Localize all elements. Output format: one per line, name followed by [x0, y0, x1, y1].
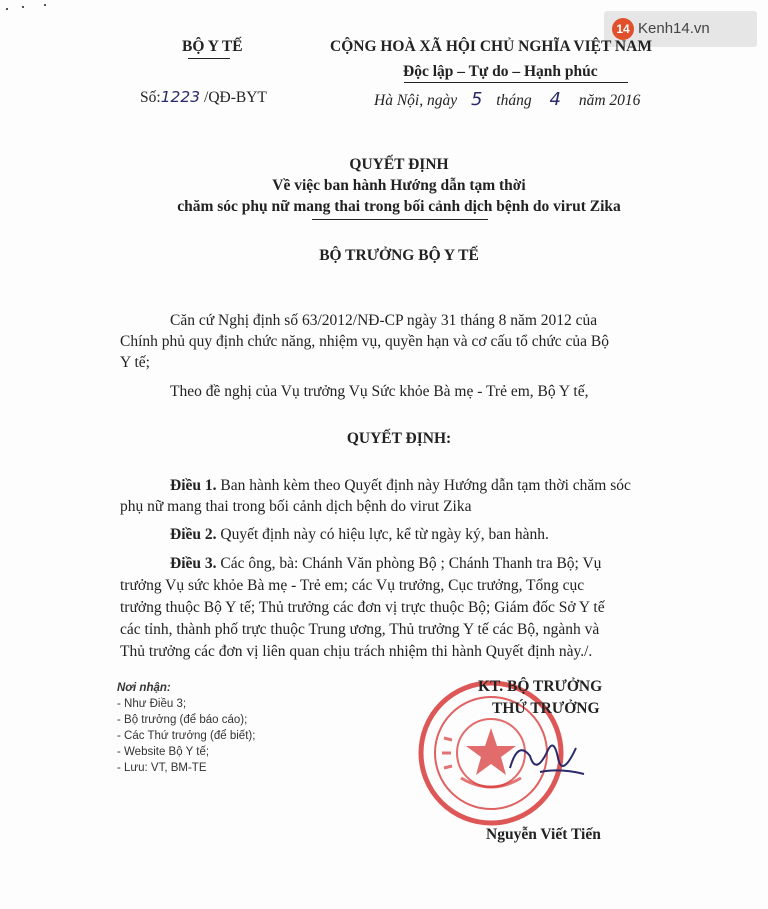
- article-2-label: Điều 2.: [170, 526, 217, 543]
- recipient-item: - Bộ trưởng (để báo cáo);: [117, 714, 248, 726]
- scan-speck: [22, 6, 24, 8]
- signature-title-1: KT. BỘ TRƯỞNG: [478, 678, 603, 695]
- article-3-label: Điều 3.: [170, 555, 217, 572]
- article-3-line1: [170, 553, 601, 574]
- article-3-line2: trưởng Vụ sức khỏe Bà mẹ - Trẻ em; các Vụ trưởng, Cục trưởng, Tổng cục: [120, 577, 585, 594]
- decision-subject-line1: Về việc ban hành Hướng dẫn tạm thời: [272, 177, 526, 194]
- signature-title-2: THỨ TRƯỞNG: [492, 700, 600, 717]
- watermark-site: Kenh14.vn: [638, 20, 710, 37]
- title-underline: [312, 219, 488, 220]
- month-handwritten: 4: [549, 89, 561, 110]
- scan-speck: [6, 8, 8, 10]
- document-number: [140, 87, 267, 108]
- number-suffix: /QĐ-BYT: [204, 89, 267, 106]
- recipient-item: - Website Bộ Y tế;: [117, 746, 210, 758]
- scan-speck: [44, 4, 46, 6]
- place-date: [374, 89, 640, 111]
- recipients-heading: Nơi nhận:: [117, 682, 171, 694]
- motto: Độc lập – Tự do – Hạnh phúc: [403, 63, 598, 80]
- motto-underline: [404, 82, 628, 83]
- ministry-name: BỘ Y TẾ: [182, 38, 243, 55]
- month-label: tháng: [496, 92, 532, 109]
- article-1-line1: [170, 475, 631, 496]
- signatory-name: Nguyễn Viết Tiến: [486, 826, 601, 843]
- decision-subject-line2: chăm sóc phụ nữ mang thai trong bối cảnh dịch bệnh do virut Zika: [177, 198, 621, 215]
- recipient-item: - Lưu: VT, BM-TE: [117, 762, 207, 774]
- date-prefix: Hà Nội, ngày: [374, 92, 458, 109]
- article-3-line3: trưởng thuộc Bộ Y tế; Thủ trưởng các đơn vị trực thuộc Bộ; Giám đốc Sở Y tế: [120, 599, 605, 616]
- year-text: năm 2016: [578, 92, 641, 109]
- ministry-underline: [188, 58, 230, 59]
- number-prefix: Số:: [140, 89, 161, 106]
- watermark-badge: 14: [612, 18, 634, 40]
- article-3-text: Các ông, bà: Chánh Văn phòng Bộ ; Chánh Thanh tra Bộ; Vụ: [216, 555, 602, 572]
- decision-heading: QUYẾT ĐỊNH:: [346, 430, 452, 447]
- nation-name: CỘNG HOÀ XÃ HỘI CHỦ NGHĨA VIỆT NAM: [330, 38, 652, 55]
- recipient-item: - Như Điều 3;: [117, 698, 187, 710]
- article-2: [170, 524, 549, 545]
- preamble-line1: Căn cứ Nghị định số 63/2012/NĐ-CP ngày 31 tháng 8 năm 2012 của: [170, 312, 598, 329]
- article-3-line5: Thủ trưởng các đơn vị liên quan chịu trách nhiệm thi hành Quyết định này./.: [120, 643, 593, 660]
- recipient-item: - Các Thứ trưởng (để biết);: [117, 730, 256, 742]
- preamble-proposal: Theo đề nghị của Vụ trưởng Vụ Sức khỏe Bà mẹ - Trẻ em, Bộ Y tế,: [170, 383, 589, 400]
- article-3-line4: các tỉnh, thành phố trực thuộc Trung ương, Thủ trưởng Y tế các Bộ, ngành và: [120, 621, 600, 638]
- article-1-label: Điều 1.: [170, 477, 217, 494]
- article-1-line2: phụ nữ mang thai trong bối cảnh dịch bệnh do virut Zika: [120, 498, 472, 515]
- day-handwritten: 5: [470, 89, 483, 110]
- article-2-text: Quyết định này có hiệu lực, kể từ ngày ký, ban hành.: [216, 526, 549, 543]
- preamble-line2: Chính phủ quy định chức năng, nhiệm vụ, quyền hạn và cơ cấu tổ chức của Bộ: [120, 333, 610, 350]
- decision-title: QUYẾT ĐỊNH: [349, 156, 449, 173]
- handwritten-signature: [500, 728, 590, 788]
- article-1-text: Ban hành kèm theo Quyết định này Hướng dẫn tạm thời chăm sóc: [216, 477, 631, 494]
- authority-heading: BỘ TRƯỞNG BỘ Y TẾ: [319, 247, 479, 264]
- preamble-line3: Y tế;: [120, 354, 150, 371]
- number-handwritten: 1223: [160, 88, 201, 106]
